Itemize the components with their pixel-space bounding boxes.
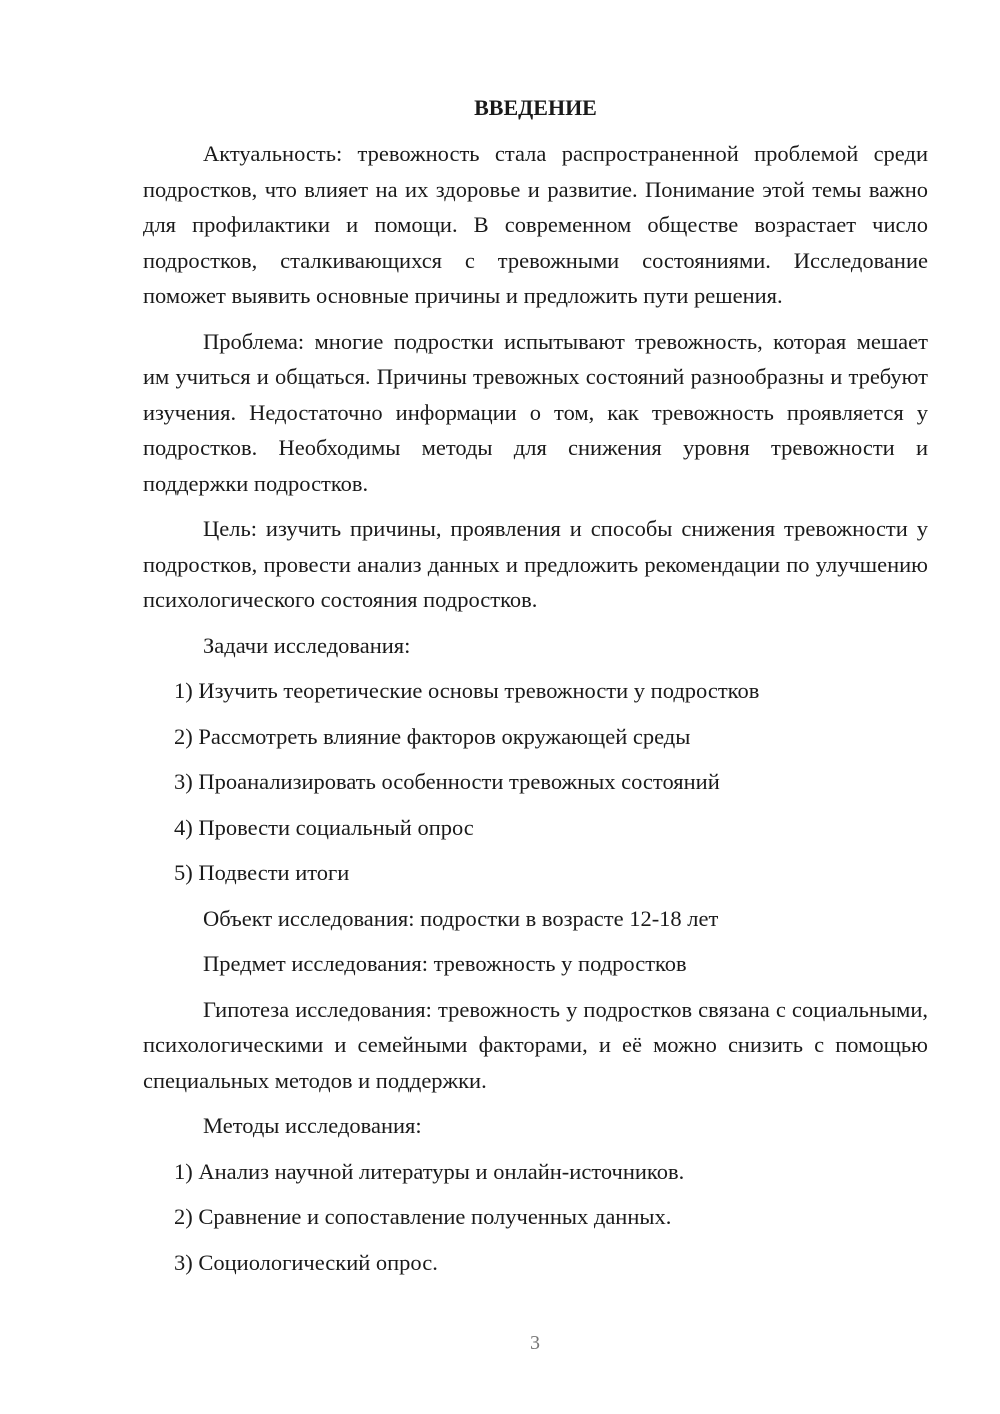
page-number: 3 xyxy=(530,1332,540,1354)
document-page xyxy=(143,92,928,1290)
list-item: 5) Подвести итоги xyxy=(174,860,350,885)
object-line: Объект исследования: подростки в возрасте 12-18 лет xyxy=(203,905,719,931)
methods-heading: Методы исследования: xyxy=(203,1113,422,1138)
tasks-heading: Задачи исследования: xyxy=(203,632,411,658)
goal-paragraph: Цель: изучить причины, проявления и способы снижения тревожности у подростков, провести анализ данных и предложить рекомендации по улучшению психологического состояния подростков. xyxy=(143,516,928,612)
problem-paragraph: Проблема: многие подростки испытывают тревожность, которая мешает им учиться и общаться. Причины тревожных состояний разнообразны и требуют изучения. Недостаточно информации о том, как тревожность проявляется у подростков. Необходимы методы для снижения уровня тревожности и поддержки подростков. xyxy=(143,328,928,496)
list-item: 1) Анализ научной литературы и онлайн-источников. xyxy=(174,1158,685,1184)
list-item: 1) Изучить теоретические основы тревожности у подростков xyxy=(174,678,760,703)
list-item: 4) Провести социальный опрос xyxy=(174,814,474,840)
methods-list xyxy=(143,1154,928,1281)
subject-line: Предмет исследования: тревожность у подростков xyxy=(203,951,687,976)
list-item: 3) Проанализировать особенности тревожных состояний xyxy=(174,769,720,794)
list-item: 3) Социологический опрос. xyxy=(174,1249,438,1275)
page-title: ВВЕДЕНИЕ xyxy=(474,95,597,120)
tasks-list xyxy=(143,673,928,891)
hypothesis-paragraph: Гипотеза исследования: тревожность у подростков связана с социальными, психологическими и семейными факторами, и её можно снизить с помощью специальных методов и поддержки. xyxy=(143,996,928,1093)
list-item: 2) Рассмотреть влияние факторов окружающей среды xyxy=(174,723,691,749)
list-item: 2) Сравнение и сопоставление полученных данных. xyxy=(174,1204,672,1229)
relevance-paragraph: Актуальность: тревожность стала распространенной проблемой среди подростков, что влияет на их здоровье и развитие. Понимание этой темы важно для профилактики и помощи. В современном обществе возрастает число подростков, сталкивающихся с тревожными состояниями. Исследование поможет выявить основные причины и предложить пути решения. xyxy=(143,141,928,308)
